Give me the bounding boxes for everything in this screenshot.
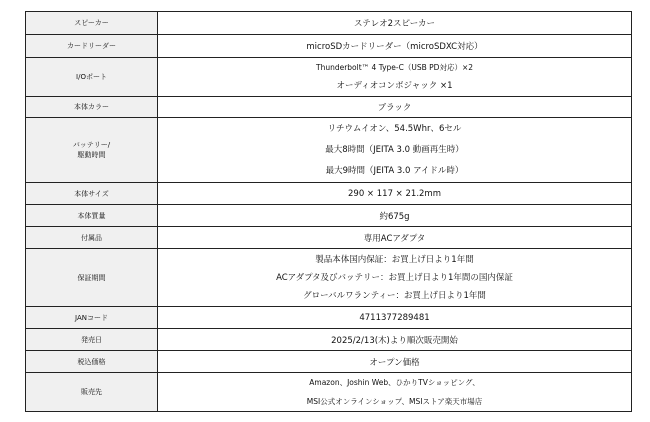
value-line: 290 × 117 × 21.2mm xyxy=(348,188,441,199)
spec-row-price xyxy=(26,351,632,373)
value-line: 約675g xyxy=(379,211,410,222)
value-line: 最大9時間（JEITA 3.0 アイドル時） xyxy=(325,165,464,176)
spec-table xyxy=(25,11,632,412)
row-label xyxy=(26,118,158,183)
spec-row-weight xyxy=(26,205,632,227)
spec-row-jan-code xyxy=(26,307,632,329)
row-value xyxy=(158,118,632,183)
row-value xyxy=(158,97,632,118)
row-label: 販売先 xyxy=(26,373,158,412)
label-line: バッテリー/ xyxy=(72,141,111,149)
value-line: Amazon、Joshin Web、ひかりTVショッピング、 xyxy=(309,378,480,387)
spec-row-retailers xyxy=(26,373,632,412)
label-line: 駆動時間 xyxy=(77,151,106,159)
row-value xyxy=(158,227,632,249)
value-line: microSDカードリーダー（microSDXC対応） xyxy=(306,42,483,52)
value-line: 製品本体国内保証：お買上げ日より1年間 xyxy=(315,254,474,265)
row-label: カードリーダー xyxy=(26,35,158,58)
row-label: 税込価格 xyxy=(26,351,158,373)
spec-row-size xyxy=(26,183,632,205)
value-line: オープン価格 xyxy=(369,357,420,368)
value-line: 専用ACアダプタ xyxy=(363,233,426,244)
row-value xyxy=(158,373,632,412)
value-line: グローバルワランティー：お買上げ日より1年間 xyxy=(303,290,486,301)
row-label: 保証期間 xyxy=(26,249,158,307)
value-line: 最大8時間（JEITA 3.0 動画再生時） xyxy=(325,144,464,155)
row-label: 本体サイズ xyxy=(26,183,158,205)
row-value xyxy=(158,35,632,58)
row-value xyxy=(158,12,632,35)
row-value xyxy=(158,307,632,329)
spec-row-card-reader xyxy=(26,35,632,58)
row-label: 本体質量 xyxy=(26,205,158,227)
row-value xyxy=(158,351,632,373)
row-label: 発売日 xyxy=(26,329,158,351)
value-line: ブラック xyxy=(377,103,412,113)
row-value xyxy=(158,58,632,97)
row-value xyxy=(158,329,632,351)
value-line: リチウムイオン、54.5Whr、6セル xyxy=(327,123,462,134)
row-label: スピーカー xyxy=(26,12,158,35)
value-line: ステレオ2スピーカー xyxy=(353,19,436,29)
value-line: Thunderbolt™ 4 Type-C（USB PD対応）×2 xyxy=(315,63,474,72)
value-line: 2025/2/13(木)より順次販売開始 xyxy=(331,335,458,346)
spec-row-battery xyxy=(26,118,632,183)
row-value xyxy=(158,249,632,307)
value-line: オーディオコンボジャック ×1 xyxy=(336,81,453,91)
value-line: MSI公式オンラインショップ、MSIストア楽天市場店 xyxy=(306,397,483,406)
value-line: 4711377289481 xyxy=(359,312,430,323)
row-label: 付属品 xyxy=(26,227,158,249)
row-value xyxy=(158,205,632,227)
row-label: 本体カラー xyxy=(26,97,158,118)
spec-row-io-ports xyxy=(26,58,632,97)
spec-row-speaker xyxy=(26,12,632,35)
spec-row-warranty xyxy=(26,249,632,307)
row-label: JANコード xyxy=(26,307,158,329)
spec-row-accessories xyxy=(26,227,632,249)
row-value xyxy=(158,183,632,205)
value-line: ACアダプタ及びバッテリー：お買上げ日より1年間の国内保証 xyxy=(276,272,513,283)
spec-row-color xyxy=(26,97,632,118)
spec-row-release-date xyxy=(26,329,632,351)
row-label: I/Oポート xyxy=(26,58,158,97)
